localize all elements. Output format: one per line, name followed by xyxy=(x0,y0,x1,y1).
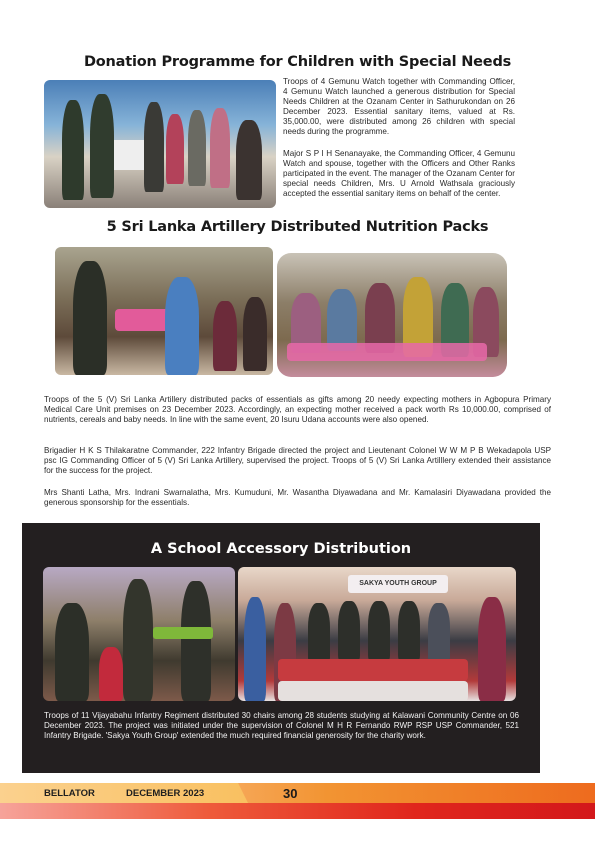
mother-figure xyxy=(165,277,199,375)
soldier-figure xyxy=(398,601,420,661)
soldier-figure xyxy=(73,261,107,375)
soldier-figure xyxy=(144,102,164,192)
photo-school-handover xyxy=(43,567,235,701)
child-figure xyxy=(166,114,184,184)
soldier-figure xyxy=(123,579,153,701)
person-figure xyxy=(188,110,206,186)
sakya-banner: SAKYA YOUTH GROUP xyxy=(348,575,448,593)
magazine-name: BELLATOR xyxy=(44,788,95,799)
soldier-figure xyxy=(181,581,211,701)
section-title-nutrition-packs: 5 Sri Lanka Artillery Distributed Nutrition Packs xyxy=(106,219,489,235)
person-figure xyxy=(213,301,237,371)
paragraph-nutrition-3: Mrs Shanti Latha, Mrs. Indrani Swarnalatha, Mrs. Kumuduni, Mr. Wasantha Diyawadana and Mr. Kamalasiri Diyawadana provided the generous sponsorship for the essentials. xyxy=(44,488,551,508)
soldier-figure xyxy=(62,100,84,200)
page-number: 30 xyxy=(283,786,298,801)
photo-nutrition-mothers xyxy=(277,253,507,377)
person-figure xyxy=(478,597,506,701)
students-row xyxy=(278,659,468,681)
footer-stripe xyxy=(0,803,595,819)
paragraph-nutrition-1: Troops of the 5 (V) Sri Lanka Artillery distributed packs of essentials as gifts among 20 needy expecting mothers in Agbopura Primary Medical Care Unit premises on 23 December 2023. Accordingly, an expecting mother received a pack worth Rs 10,000.00, comprised of nutrients, cereals and baby needs. In line with the same event, 20 Isuru Udana accounts were also opened. xyxy=(44,395,551,425)
section-title-donation: Donation Programme for Children with Special Needs xyxy=(83,54,512,70)
soldier-figure xyxy=(338,601,360,661)
person-figure xyxy=(210,108,230,188)
photo-donation-programme xyxy=(44,80,276,208)
page-footer xyxy=(0,783,595,819)
soldier-figure xyxy=(90,94,114,198)
person-figure xyxy=(236,120,262,200)
school-accessory-section xyxy=(22,523,540,773)
soldier-figure xyxy=(308,603,330,663)
child-figure xyxy=(99,647,123,701)
paragraph-donation-1: Troops of 4 Gemunu Watch together with Commanding Officer, 4 Gemunu Watch launched a generous distribution for Special Needs Children at the Ozanam Center in Sathurukondan on 26 December 2023. Essential sanitary items, valued at Rs. 35,000.00, were distributed among 26 children with special needs during the programme. xyxy=(283,77,515,137)
person-figure xyxy=(244,597,266,701)
paragraph-school-accessory: Troops of 11 Vijayabahu Infantry Regiment distributed 30 chairs among 28 students studying at Kalawani Community Centre on 06 December 2023. The project was initiated under the supervision of Colonel M H R Fernando RWP RSP USP Commander, 521 Infantry Brigade. 'Sakya Youth Group' extended the much required financial generosity for the charity work. xyxy=(44,711,519,741)
soldier-figure xyxy=(368,601,390,661)
section-title-school-accessory: A School Accessory Distribution xyxy=(150,541,412,557)
gift-baskets xyxy=(287,343,487,361)
soldier-figure xyxy=(55,603,89,701)
person-figure xyxy=(428,603,450,663)
mother-figure xyxy=(327,289,357,351)
person-figure xyxy=(243,297,267,371)
photo-nutrition-handover xyxy=(55,247,273,375)
paragraph-donation-2: Major S P I H Senanayake, the Commanding Officer, 4 Gemunu Watch and spouse, together with the Officers and Other Ranks participated in the event. The manager of the Ozanam Center for special needs Children, Mrs. U Arnold Wathsala graciously accepted the essential sanitary items on behalf of the center. xyxy=(283,149,516,199)
students-row xyxy=(278,681,468,701)
paragraph-nutrition-2: Brigadier H K S Thilakaratne Commander, 222 Infantry Brigade directed the project and Lieutenant Colonel W W M P B Wekadapola USP psc IG Commanding Officer of 5 (V) Sri Lanka Artillery, supervised the project. Troops of 5 (V) Sri Lanka Artilllery extended their assistance for the success for the project. xyxy=(44,446,551,476)
gift-basket xyxy=(115,309,171,331)
photo-school-group xyxy=(238,567,516,701)
issue-date: DECEMBER 2023 xyxy=(126,788,205,799)
chair xyxy=(153,627,213,639)
footer-tab xyxy=(0,783,248,803)
